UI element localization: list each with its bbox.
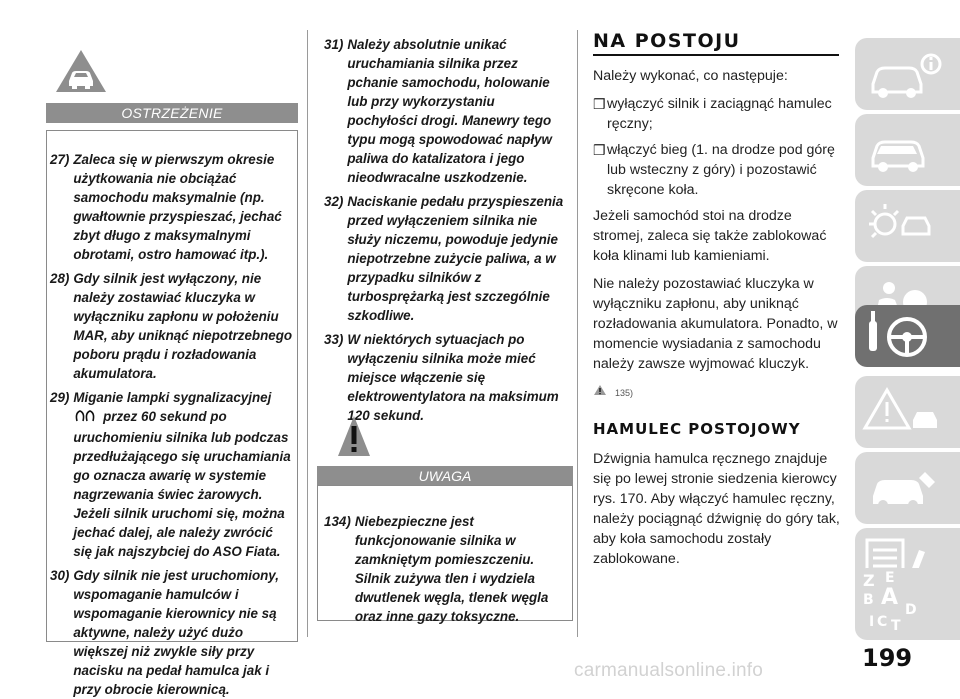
car-maintenance-icon [855,452,960,524]
page-number: 199 [862,644,913,672]
tab-dashboard-lights[interactable] [855,190,960,262]
car-info-icon [855,38,960,110]
dashboard-lights-icon [855,190,960,262]
heading-rule [593,54,839,56]
svg-text:A: A [881,585,899,610]
list-item: ❒ wyłączyć silnik i zaciągnąć hamulec ręczny; [593,96,832,132]
svg-text:B: B [863,592,874,608]
warning-reference: 135) [593,382,843,403]
section-heading: NA POSTOJU [593,30,741,52]
svg-text:T: T [891,618,901,634]
car-service-icon [855,114,960,186]
column-divider-2 [577,30,578,637]
warning-banner: OSTRZEŻENIE [46,103,298,123]
road-warning-icon [855,376,960,448]
intro-text: Należy wykonać, co następuje: [593,68,788,84]
watermark: carmanualsonline.info [574,660,764,681]
caution-notes [324,512,568,626]
list-item: ❒ włączyć bieg (1. na drodze pod górę lub wsteczny z góry) i pozostawić skręcone koła. [593,142,835,198]
note-31: 31) Należy absolutnie unikać uruchamiania silnika przez pchanie samochodu, holowanie lub przy wykorzystaniu pochyłości drogi. Manewry tego typu mogą spowodować napływ paliwa do katalizatora i jego nieodwracalne uszkodzenie. [324,37,552,185]
svg-text:C: C [877,614,888,630]
warning-notes-continued [324,35,568,425]
note-29: 29) Miganie lampki sygnalizacyjnej przez 60 sekund po uruchomieniu silnika lub podczas przedłużającego się uruchamiania go oznacza awarię w systemie nagrzewania świec żarowych. Jeżeli silnik uruchomi się, można jechać dalej, ale należy zwrócić się jak najszybciej do ASO Fiata. [50,390,291,559]
paragraph: Jeżeli samochód stoi na drodze stromej, zaleca się także zablokować koła klinami lub kamieniami. [593,208,827,264]
note-27: 27) Zaleca się w pierwszym okresie użytkowania nie obciążać samochodu maksymalnie (np. gwałtownie przyspieszać, jechać zbyt długo z maksymalnymi obrotami, ostro hamować itp.). [50,152,282,262]
paragraph: Dźwignia hamulca ręcznego znajduje się po lewej stronie siedzenia kierowcy rys. 170. Aby włączyć hamulec ręczny, należy pociągnąć dźwignię do góry tak, aby koła samochodu zostały zablokowane. [593,451,840,567]
note-33: 33) W niektórych sytuacjach po wyłączeniu silnika może mieć miejsce włączenie się elektrowentylatora na maksimum 120 sekund. [324,332,559,423]
tab-car-info[interactable] [855,38,960,110]
svg-text:Z: Z [863,571,875,590]
alphabetical-index-icon [855,568,960,640]
subsection-heading: HAMULEC POSTOJOWY [593,420,801,438]
column-divider [307,30,308,637]
parking-section [593,66,843,577]
car-warning-icon [54,48,108,94]
tab-car-maintenance[interactable] [855,452,960,524]
tab-car-service[interactable] [855,114,960,186]
small-warning-icon [593,384,607,400]
svg-text:E: E [885,570,895,586]
tab-alphabetical-index[interactable] [855,568,960,640]
note-134: 134) Niebezpieczne jest funkcjonowanie silnika w zamkniętym pomieszczeniu. Silnik zużywa tlen i wydziela dwutlenek węgla, tlenek węgla oraz inne gazy toksyczne. [324,514,549,624]
note-32: 32) Naciskanie pedału przyspieszenia przed wyłączeniem silnika nie służy niczemu, powoduje jedynie niepotrzebne zużycie paliwa, a w przypadku silników z turbosprężarką jest szczególnie szkodliwe. [324,194,564,323]
note-28: 28) Gdy silnik jest wyłączony, nie należy zostawiać kluczyka w wyłączniku zapłonu w położeniu MAR, aby uniknąć niepotrzebnego poboru prądu i rozładowania akumulatora. [50,271,293,381]
paragraph: Nie należy pozostawiać kluczyka w wyłączniku zapłonu, aby uniknąć rozładowania akumulatora. Ponadto, w momencie wysiadania z samochodu należy zawsze wyjmować kluczyk. [593,276,838,372]
tab-road-warning[interactable] [855,376,960,448]
glow-plug-icon [73,409,99,428]
caution-banner: UWAGA [317,466,573,486]
warning-notes [50,150,294,699]
tab-starting-driving[interactable] [855,305,960,367]
note-30: 30) Gdy silnik nie jest uruchomiony, wspomaganie hamulców i wspomaganie kierownicy nie są aktywne, należy użyć dużo większej niż zwykle siły przy nacisku na pedał hamulca jak i przy obrocie kierownicą. [50,568,279,697]
exclamation-warning-icon [336,414,372,458]
key-steering-wheel-icon [855,305,960,367]
svg-text:D: D [905,602,917,618]
svg-text:I: I [869,614,875,630]
